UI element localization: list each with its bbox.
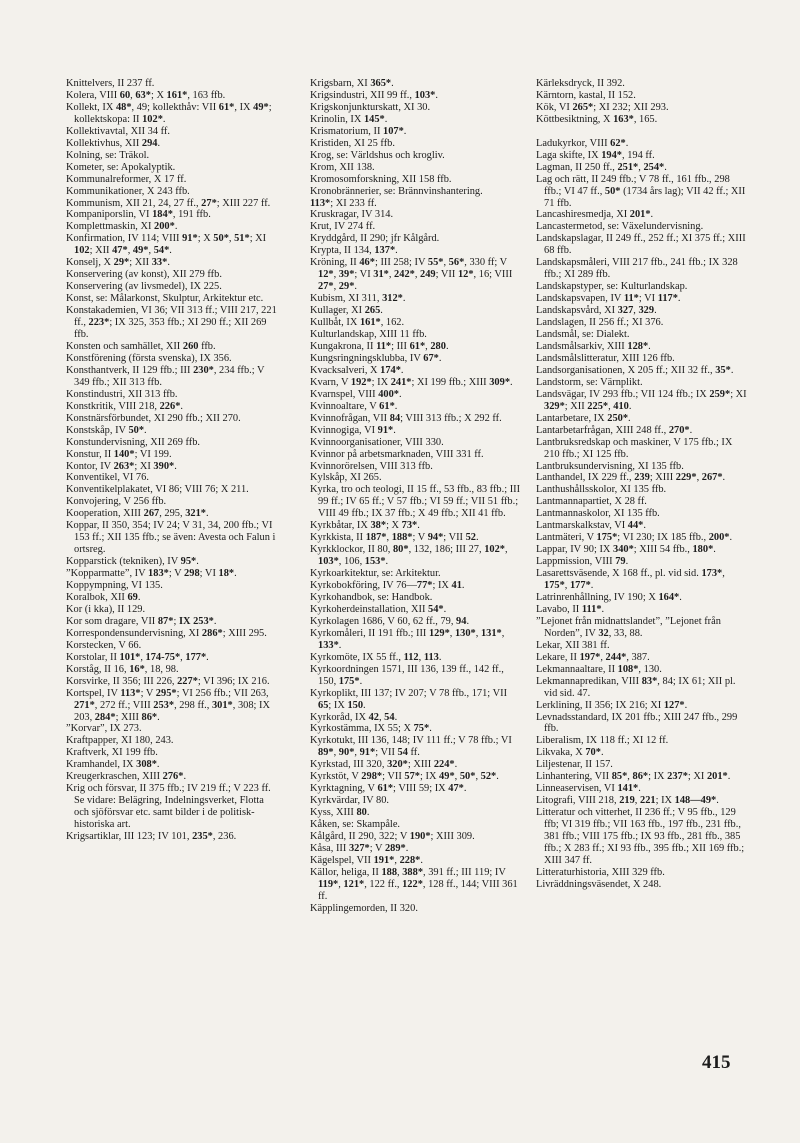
index-entry: Kommunalreformer, X 17 ff.	[66, 173, 187, 185]
index-entry: Landsorganisationen, X 205 ff.; XII 32 ff., 35*.	[536, 364, 734, 376]
index-entry: Liberalism, IX 118 ff.; XI 12 ff.	[536, 735, 669, 747]
index-entry: Kyrkstad, III 320, 320*; XIII 224*.	[310, 759, 458, 771]
index-entry: Krigsbarn, XI 365*.	[310, 78, 394, 89]
index-entry: Lantarbetarfrågan, XIII 248 ff., 270*.	[536, 424, 693, 436]
index-entry: Kvinnofrågan, VII 84; VIII 313 ffb.; X 292 ff.	[310, 412, 502, 424]
index-entry: Kvarnspel, VIII 400*.	[310, 388, 402, 400]
index-entry: Kyss, XIII 80.	[310, 807, 370, 819]
index-entry: Lantmannapartiet, X 28 ff.	[536, 496, 647, 508]
index-entry: Kvinnorörelsen, VIII 313 ffb.	[310, 460, 433, 472]
index-entry: Landskapstyper, se: Kulturlandskap.	[536, 281, 688, 293]
index-entry: Konstur, II 140*; VI 199.	[66, 448, 172, 460]
index-entry: Konselj, X 29*; XII 33*.	[66, 257, 170, 269]
index-entry: Kulturlandskap, XIII 11 ffb.	[310, 329, 427, 341]
index-entry: Kronobrännerier, se: Brännvinshantering.	[310, 185, 483, 197]
index-entry: Kyrkostämma, IX 55; X 75*.	[310, 723, 432, 735]
index-entry: Krinolin, IX 145*.	[310, 113, 388, 125]
index-entry: Litteraturhistoria, XIII 329 ffb.	[536, 866, 665, 878]
index-entry: Korstolar, II 101*, 174-75*, 177*.	[66, 651, 209, 663]
index-entry: Krom, XII 138.	[310, 161, 375, 173]
index-entry: Kyrkoarkitektur, se: Arkitektur.	[310, 568, 441, 580]
index-entry: Linhantering, VII 85*, 86*; IX 237*; XI 201*.	[536, 771, 731, 783]
index-entry: Konstkritik, VIII 218, 226*.	[66, 400, 183, 412]
index-entry: Kryddgård, II 290; jfr Kålgård.	[310, 233, 440, 245]
index-entry: Kraftpapper, XI 180, 243.	[66, 735, 174, 747]
index-entry: Kompaniporslin, VI 184*, 191 ffb.	[66, 209, 211, 221]
index-entry: Kyrkomåleri, II 191 ffb.; III 129*, 130*, 131*, 133*.	[310, 627, 505, 651]
index-entry: Linneaservisen, VI 141*.	[536, 783, 641, 795]
index-entry: Kubism, XI 311, 312*.	[310, 293, 406, 305]
index-entry: Koppar, II 350, 354; IV 24; V 31, 34, 200 ffb.; VI 153 ff.; XII 135 ffb.; se även: Avesta och Falun i ortsreg.	[66, 520, 276, 556]
index-entry: Landslagen, II 256 ff.; XI 376.	[536, 317, 664, 329]
index-entry: Landskapsvapen, IV 11*; VI 117*.	[536, 293, 681, 305]
index-entry: Landskapsvård, XI 327, 329.	[536, 305, 657, 317]
index-entry: Kåken, se: Skampåle.	[310, 819, 401, 831]
index-entry: Kyrkotukt, III 136, 148; IV 111 ff.; V 78 ffb.; VI 89*, 90*, 91*; VII 54 ff.	[310, 735, 512, 759]
index-entry: Kyrkohandbok, se: Handbok.	[310, 591, 433, 603]
index-entry: Kvinnogiga, VI 91*.	[310, 424, 396, 436]
index-entry: Kylskåp, XI 265.	[310, 472, 382, 484]
index-entry: Kyrkomöte, IX 55 ff., 112, 113.	[310, 651, 442, 663]
index-entry: Landskapsmåleri, VIII 217 ffb., 241 ffb.; IX 328 ffb.; XI 289 ffb.	[536, 257, 738, 281]
index-entry: Krypta, II 134, 137*.	[310, 245, 398, 257]
index-entry: Kontor, IV 263*; XI 390*.	[66, 460, 177, 472]
index-entry: Konst, se: Målarkonst, Skulptur, Arkitektur etc.	[66, 293, 264, 305]
index-entry: Kyrkoordningen 1571, III 136, 139 ff., 142 ff., 150, 175*.	[310, 663, 504, 687]
index-entry: Kvarn, V 192*; IX 241*; XI 199 ffb.; XIII 309*.	[310, 376, 513, 388]
page-number: 415	[702, 1052, 731, 1073]
index-entry: Korrespondensundervisning, XI 286*; XIII 295.	[66, 627, 267, 639]
index-entry: Koralbok, XII 69.	[66, 591, 141, 603]
index-entry: Lappmission, VIII 79.	[536, 556, 629, 568]
index-entry: Lavabo, II 111*.	[536, 603, 605, 615]
index-entry: Kyrkolagen 1686, V 60, 62 ff., 79, 94.	[310, 615, 470, 627]
index-entry: Lasarettsväsende, X 168 ff., pl. vid sid. 173*, 175*, 177*.	[536, 568, 725, 592]
index-entry: Kor (i kka), II 129.	[66, 603, 146, 615]
index-entry: Krig och försvar, II 375 ffb.; IV 219 ff.; V 223 ff. Se vidare: Belägring, Indelningsverket, Flotta och sjöförsvar etc. samt bilder i de politisk-historiska art.	[66, 783, 271, 831]
index-entry: Konstskåp, IV 50*.	[66, 424, 147, 436]
index-entry: Lancastermetod, se: Växelundervisning.	[536, 221, 704, 233]
index-entry: Kraftverk, XI 199 ffb.	[66, 747, 158, 759]
index-entry: Kyrka, tro och teologi, II 15 ff., 53 ffb., 83 ffb.; III 99 ff.; IV 65 ff.; V 57 ffb.; VI 59 ff.; VII 51 ffb.; VIII 49 ffb.; IX 37 ffb.; X 49 ffb.; XII 41 ffb.	[310, 484, 521, 520]
index-entry: Konsten och samhället, XII 260 ffb.	[66, 340, 216, 352]
index-entry: Kyrkbåtar, IX 38*; X 73*.	[310, 520, 420, 532]
index-entry: Kommunikationer, X 243 ffb.	[66, 185, 190, 197]
index-entry: Konventikelplakatet, VI 86; VIII 76; X 211.	[66, 484, 249, 496]
index-entry: Krismatorium, II 107*.	[310, 125, 407, 137]
index-entry: Kruskragar, IV 314.	[310, 209, 394, 221]
index-entry: Konvojering, V 256 ffb.	[66, 496, 167, 508]
index-entry: Lantmarskalkstav, VI 44*.	[536, 520, 646, 532]
index-entry: Lanthandel, IX 229 ff., 239; XIII 229*, 267*.	[536, 472, 726, 484]
index-entry: Landsmålslitteratur, XIII 126 ffb.	[536, 352, 675, 364]
index-entry: Kåsa, III 327*; V 289*.	[310, 843, 409, 854]
index-entry: Lantbruksundervisning, XI 135 ffb.	[536, 460, 684, 472]
index-entry: Konservering (av konst), XII 279 ffb.	[66, 269, 222, 281]
index-entry: Korståg, II 16, 16*, 18, 98.	[66, 663, 179, 675]
index-entry: Kor som dragare, VII 87*; IX 253*.	[66, 615, 217, 627]
index-entry: Konfirmation, IV 114; VIII 91*; X 50*, 51*; XI 102; XII 47*, 49*, 54*.	[66, 233, 267, 257]
index-entry: Kopparstick (tekniken), IV 95*.	[66, 556, 199, 568]
index-entry: Lekare, II 197*, 244*, 387.	[536, 651, 650, 663]
index-entry: Kvinnoorganisationer, VIII 330.	[310, 436, 444, 448]
index-entry: Kärleksdryck, II 392.	[536, 78, 625, 89]
index-entry: Kyrkobokföring, IV 76—77*; IX 41.	[310, 580, 465, 592]
index-entry: Krut, IV 274 ff.	[310, 221, 376, 233]
index-entry: Kometer, se: Apokalyptik.	[66, 161, 176, 173]
index-column-1	[66, 78, 278, 843]
index-entry: Käpplingemorden, II 320.	[310, 902, 418, 914]
index-entry: Konstnärsförbundet, XI 290 ffb.; XII 270.	[66, 412, 241, 424]
index-entry: Landsvägar, IV 293 ffb.; VII 124 ffb.; IX 259*; XI 329*; XII 225*, 410.	[536, 388, 747, 412]
index-entry: Kägelspel, VII 191*, 228*.	[310, 854, 423, 866]
index-entry: Kullbåt, IX 161*, 162.	[310, 317, 405, 329]
index-entry: Kristiden, XI 25 ffb.	[310, 137, 395, 149]
index-entry: Kungsringningsklubba, IV 67*.	[310, 352, 442, 364]
index-entry: Krigskonjunkturskatt, XI 30.	[310, 101, 431, 113]
index-entry: Kollektivavtal, XII 34 ff.	[66, 125, 170, 137]
index-entry: Kommunism, XII 21, 24, 27 ff., 27*; XIII 227 ff.	[66, 197, 271, 209]
index-entry: Krigsartiklar, III 123; IV 101, 235*, 236.	[66, 831, 237, 843]
index-entry: Köttbesiktning, X 163*, 165.	[536, 113, 658, 125]
index-entry: Lantbruksredskap och maskiner, V 175 ffb.; IX 210 ffb.; XI 125 ffb.	[536, 436, 733, 460]
index-entry: Lanthushållsskolor, XI 135 ffb.	[536, 484, 667, 496]
index-entry: Kyrktagning, V 61*; VIII 59; IX 47*.	[310, 783, 467, 795]
index-entry: Likvaka, X 70*.	[536, 747, 604, 759]
index-entry: Krog, se: Världshus och krogliv.	[310, 149, 445, 161]
index-entry: Korsvirke, II 356; III 226, 227*; VI 396; IX 216.	[66, 675, 270, 687]
index-entry: Kungakrona, II 11*; III 61*, 280.	[310, 340, 449, 352]
index-entry: Lekar, XII 381 ff.	[536, 639, 610, 651]
index-entry: Lantmannaskolor, XI 135 ffb.	[536, 508, 660, 520]
index-entry: Ladukyrkor, VIII 62*.	[536, 137, 629, 149]
index-entry: Landsmålsarkiv, XIII 128*.	[536, 340, 651, 352]
index-entry: Kvinnor på arbetsmarknaden, VIII 331 ff.	[310, 448, 484, 460]
index-entry: Konventikel, VI 76.	[66, 472, 149, 484]
index-entry: Laga skifte, IX 194*, 194 ff.	[536, 149, 655, 161]
index-entry: Kolning, se: Träkol.	[66, 149, 150, 161]
index-entry: Komplettmaskin, XI 200*.	[66, 221, 178, 233]
index-entry: Kyrkvärdar, IV 80.	[310, 795, 390, 807]
index-entry: Kreugerkraschen, XIII 276*.	[66, 771, 187, 783]
index-entry: Korstecken, V 66.	[66, 639, 142, 651]
index-entry: Liljestenar, II 157.	[536, 759, 613, 771]
index-entry: Lantmäteri, V 175*; VI 230; IX 185 ffb., 200*.	[536, 532, 733, 544]
index-column-3	[536, 78, 748, 891]
index-entry: Litografi, VIII 218, 219, 221; IX 148—49*.	[536, 795, 719, 807]
index-column-2	[310, 78, 522, 915]
index-entry: Krigsindustri, XII 99 ff., 103*.	[310, 89, 438, 101]
index-entry: Kärntorn, kastal, II 152.	[536, 89, 636, 101]
index-entry: Kollekt, IX 48*, 49; kollekthåv: VII 61*, IX 49*; kollektskopa: II 102*.	[66, 101, 272, 125]
index-entry: Kramhandel, IX 308*.	[66, 759, 160, 771]
index-entry: Lekmannaaltare, II 108*, 130.	[536, 663, 662, 675]
index-entry: ”Lejonet från midnattslandet”, ”Lejonet från Norden”, IV 32, 33, 88.	[536, 615, 721, 639]
index-entry: Latrinrenhållning, IV 190; X 164*.	[536, 591, 682, 603]
index-entry: Lekmannapredikan, VIII 83*, 84; IX 61; XII pl. vid sid. 47.	[536, 675, 736, 699]
index-entry: Kyrkoherdeinstallation, XII 54*.	[310, 603, 447, 615]
index-entry: ”Kopparmatte”, IV 183*; V 298; VI 18*.	[66, 568, 237, 580]
index-entry: Konstförening (första svenska), IX 356.	[66, 352, 232, 364]
index-entry: Kyrkkista, II 187*, 188*; V 94*; VII 52.	[310, 532, 479, 544]
index-entry	[536, 126, 748, 138]
index-entry: Konsthantverk, II 129 ffb.; III 230*, 234 ffb.; V 349 ffb.; XII 313 ffb.	[66, 364, 265, 388]
index-entry: Lerklining, II 356; IX 216; XI 127*.	[536, 699, 688, 711]
index-entry: Kröning, II 46*; III 258; IV 55*, 56*, 330 ff; V 12*, 39*; VI 31*, 242*, 249; VII 12*, 16; VIII 27*, 29*.	[310, 257, 513, 293]
index-entry: Lantarbetare, IX 250*.	[536, 412, 631, 424]
index-entry: Kyrkoplikt, III 137; IV 207; V 78 ffb., 171; VII 65; IX 150.	[310, 687, 508, 711]
index-entry: Kullager, XI 265.	[310, 305, 383, 317]
index-entry: Konstakademien, VI 36; VII 313 ff.; VIII 217, 221 ff., 223*; IX 325, 353 ffb.; XI 290 ff.; XII 269 ffb.	[66, 305, 277, 341]
index-entry: Litteratur och vitterhet, II 236 ff.; V 95 ffb., 129 ffb; VI 319 ffb.; VII 163 ffb., 197 ffb., 231 ffb., 381 ffb.; VIII 175 ffb.; IX 93 ffb., 281 ffb., 385 ffb.; X 283 ff.; XI 93 ffb., 395 ffb.; XII 169 ffb.; XIII 347 ff.	[536, 807, 745, 866]
index-entry: Lagman, II 250 ff., 251*, 254*.	[536, 161, 667, 173]
index-entry: Knittelvers, II 237 ff.	[66, 78, 155, 89]
index-entry: Kvacksalveri, X 174*.	[310, 364, 404, 376]
index-entry: Källor, heliga, II 188, 388*, 391 ff.; III 119; IV 119*, 121*, 122 ff., 122*, 128 ff., 144; VIII 361 ff.	[310, 866, 518, 902]
index-entry: Kyrkoråd, IX 42, 54.	[310, 711, 398, 723]
index-entry: Kök, VI 265*; XI 232; XII 293.	[536, 101, 669, 113]
index-entry: Kyrkstöt, V 298*; VII 57*; IX 49*, 50*, 52*.	[310, 771, 499, 783]
index-entry: Kromosomforskning, XII 158 ffb.	[310, 173, 452, 185]
index-entry: Landstorm, se: Värnplikt.	[536, 376, 643, 388]
index-entry: Kollektivhus, XII 294.	[66, 137, 161, 149]
index-entry: 113*; XI 233 ff.	[310, 197, 377, 209]
index-entry: Konstindustri, XII 313 ffb.	[66, 388, 178, 400]
index-entry: Kålgård, II 290, 322; V 190*; XIII 309.	[310, 831, 475, 843]
index-entry: Kooperation, XIII 267, 295, 321*.	[66, 508, 209, 520]
index-entry: Konservering (av livsmedel), IX 225.	[66, 281, 222, 293]
index-entry: Levnadsstandard, IX 201 ffb.; XIII 247 ffb., 299 ffb.	[536, 711, 738, 735]
index-entry: ”Korvar”, IX 273.	[66, 723, 142, 735]
index-entry: Kolera, VIII 60, 63*; X 161*, 163 ffb.	[66, 89, 226, 101]
index-entry: Koppympning, VI 135.	[66, 580, 163, 592]
index-entry: Landsmål, se: Dialekt.	[536, 329, 630, 341]
index-entry: Lag och rätt, II 249 ffb.; V 78 ff., 161 ffb., 298 ffb.; VI 47 ff., 50* (1734 års lag); VII 42 ff.; XII 71 ffb.	[536, 173, 746, 209]
index-entry: Kyrkklockor, II 80, 80*, 132, 186; III 27, 102*, 103*, 106, 153*.	[310, 544, 508, 568]
index-entry: Konstundervisning, XII 269 ffb.	[66, 436, 201, 448]
index-entry: Lappar, IV 90; IX 340*; XIII 54 ffb., 180*.	[536, 544, 716, 556]
index-entry: Kvinnoaltare, V 61*.	[310, 400, 398, 412]
index-entry: Landskapslagar, II 249 ff., 252 ff.; XI 375 ff.; XIII 68 ffb.	[536, 233, 746, 257]
index-entry: Lancashiresmedja, XI 201*.	[536, 209, 654, 221]
index-entry: Livräddningsväsendet, X 248.	[536, 878, 662, 890]
index-entry: Kortspel, IV 113*; V 295*; VI 256 ffb.; VII 263, 271*, 272 ff.; VIII 253*, 298 ff., 301*, 308; IX 203, 284*; XIII 86*.	[66, 687, 270, 723]
